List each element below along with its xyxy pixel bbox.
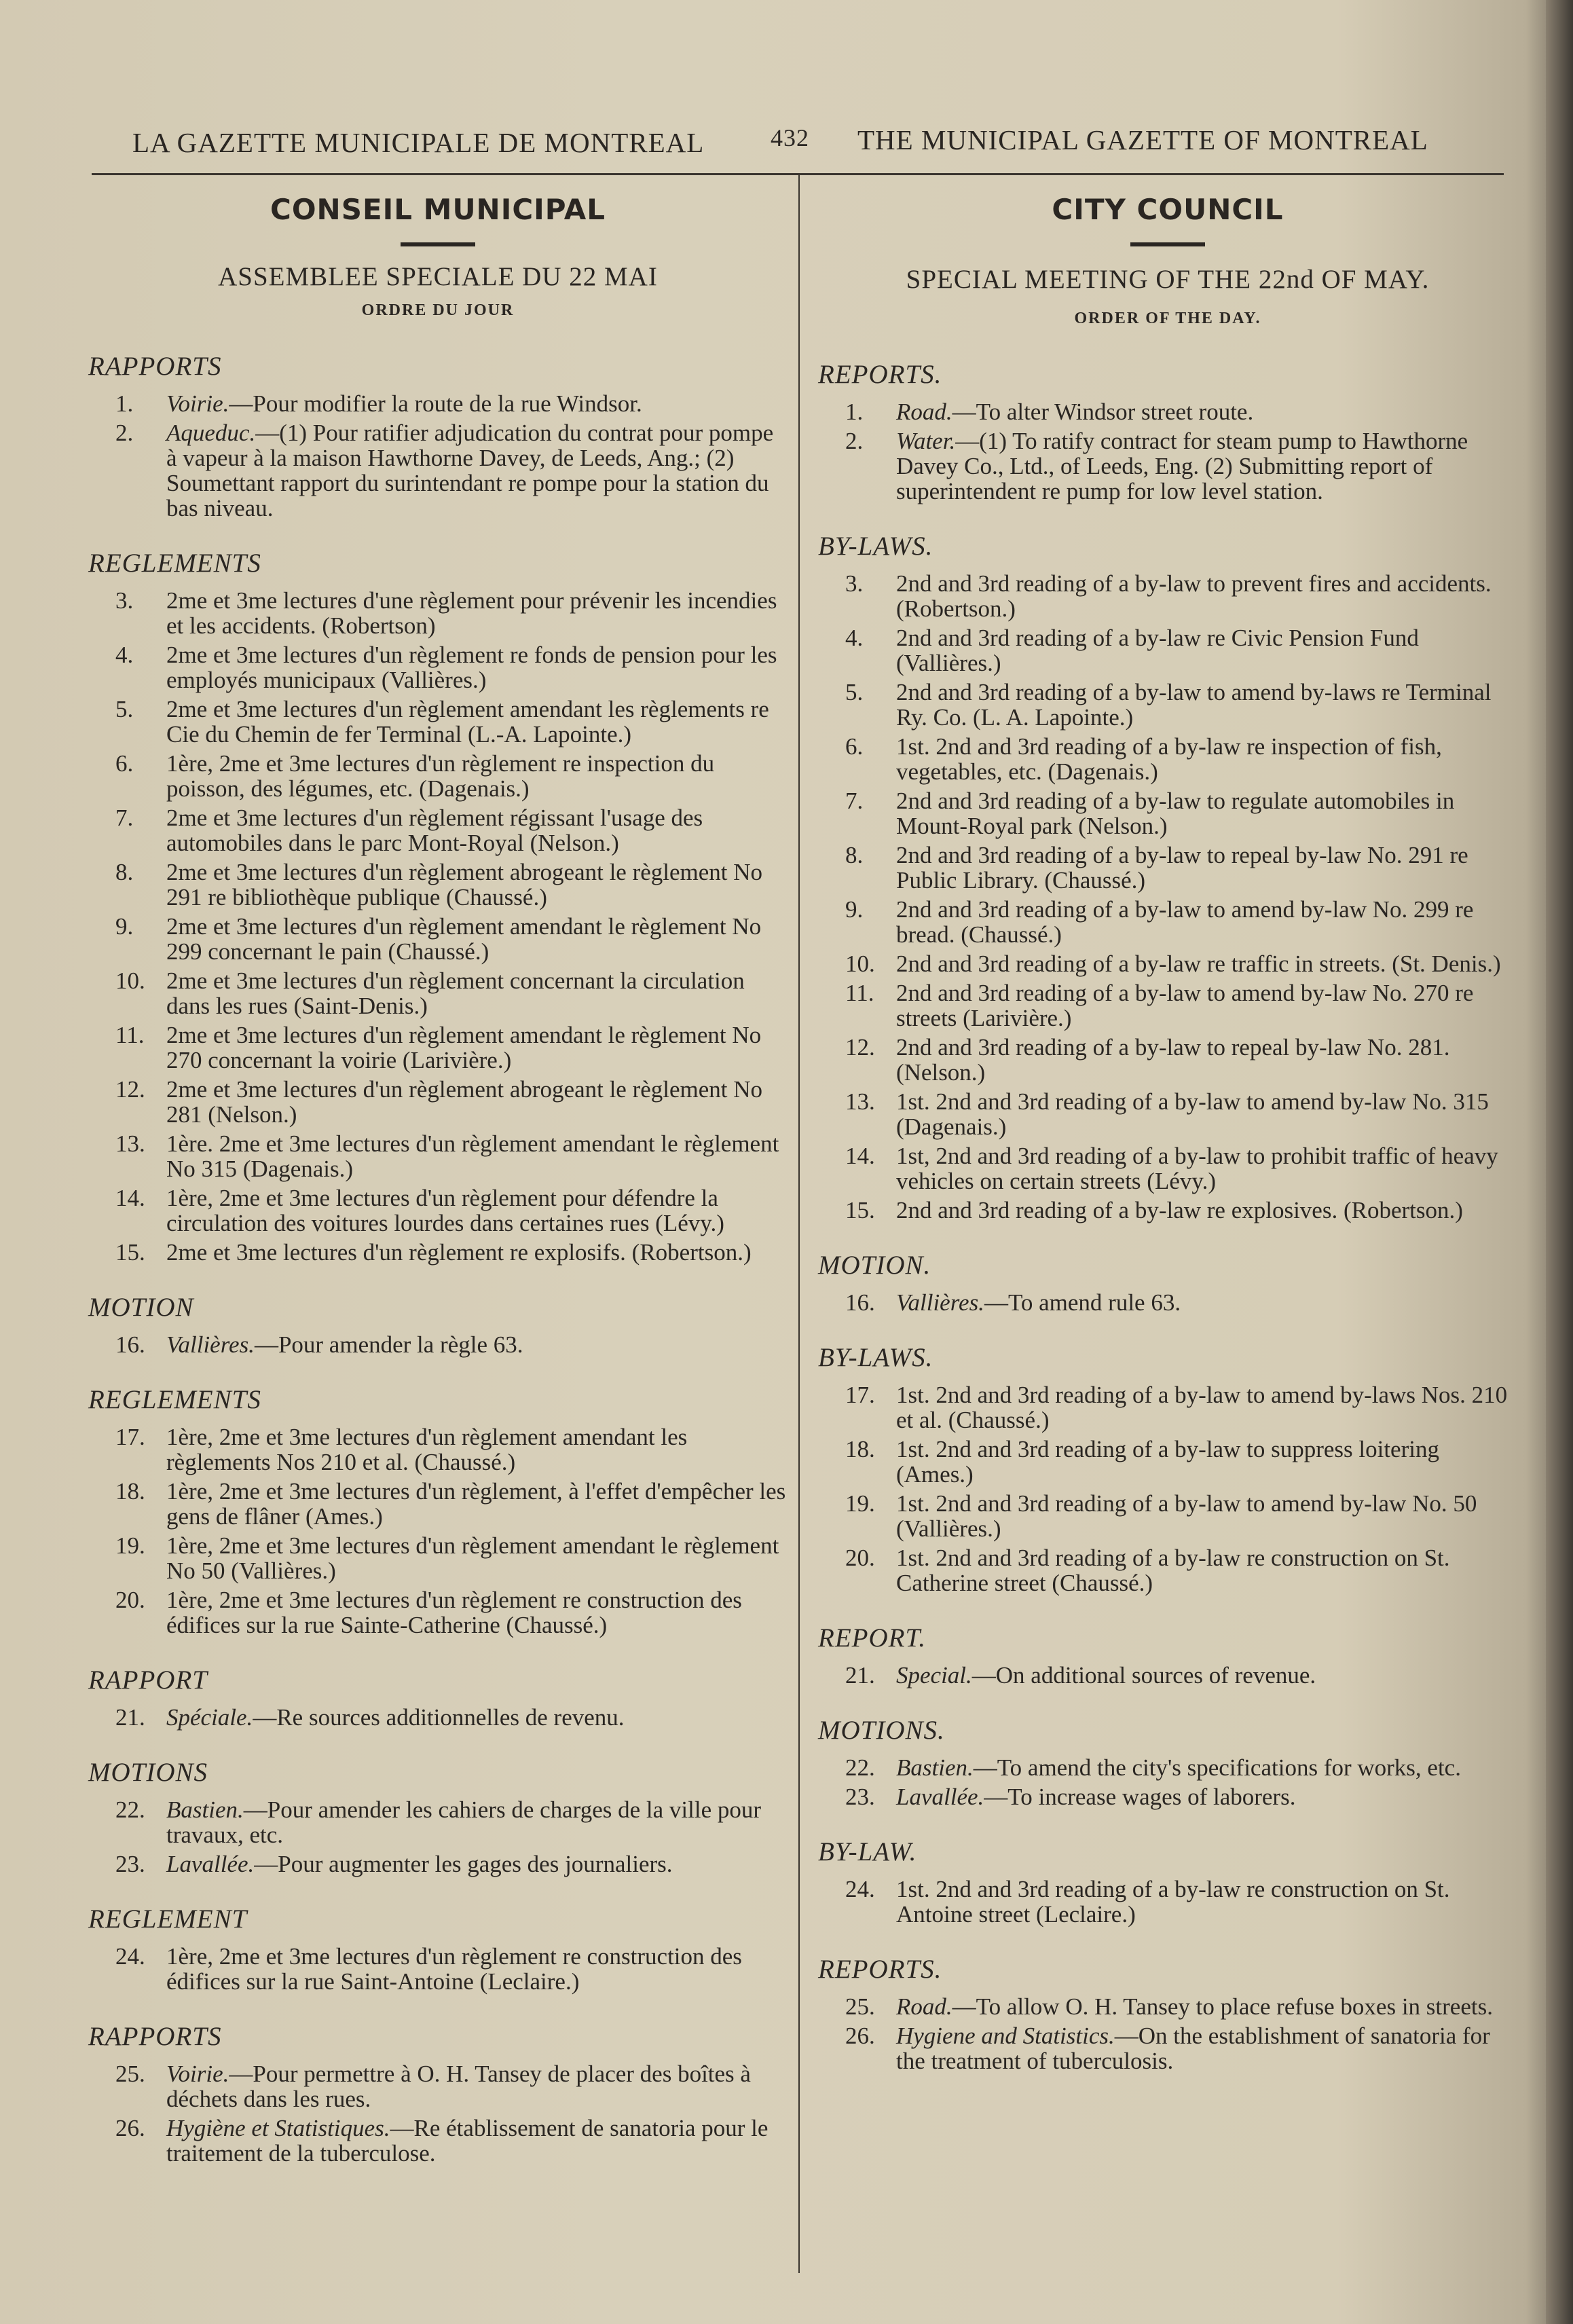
agenda-item bbox=[818, 571, 1517, 621]
item-text: —To amend rule 63. bbox=[984, 1289, 1181, 1316]
item-number: 1. bbox=[115, 390, 134, 417]
section-heading: REGLEMENTS bbox=[88, 1385, 261, 1414]
item-text: —Pour augmenter les gages des journaliers. bbox=[254, 1851, 673, 1877]
agenda-item bbox=[818, 1290, 1517, 1315]
agenda-item bbox=[88, 1022, 788, 1073]
section-heading: MOTION bbox=[88, 1293, 194, 1322]
agenda-item bbox=[818, 980, 1517, 1031]
agenda-item bbox=[88, 751, 788, 801]
agenda-item bbox=[818, 897, 1517, 947]
agenda-item bbox=[88, 1705, 788, 1730]
section-heading: REGLEMENTS bbox=[88, 549, 261, 578]
item-number: 11. bbox=[845, 980, 874, 1006]
item-number: 2. bbox=[115, 420, 134, 446]
item-text: 1st. 2nd and 3rd reading of a by-law to amend by-laws Nos. 210 et al. (Chaussé.) bbox=[896, 1382, 1508, 1433]
item-text: 1ère, 2me et 3me lectures d'un règlement pour défendre la circulation des voitures lourdes dans certaines rues (Lévy.) bbox=[166, 1185, 724, 1236]
item-number: 25. bbox=[845, 1993, 875, 2020]
agenda-item bbox=[818, 951, 1517, 976]
section-heading: BY-LAWS. bbox=[818, 1343, 933, 1372]
item-text: —(1) Pour ratifier adjudication du contrat pour pompe à vapeur à la maison Hawthorne Davey, de Leeds, Ang.; (2) Soumettant rapport du surintendant re pompe pour la station du bas niveau. bbox=[166, 420, 774, 521]
item-text: —(1) To ratify contract for steam pump to Hawthorne Davey Co., Ltd., of Leeds, Eng. (2) Submitting report of superintendent re pump for low level station. bbox=[896, 428, 1468, 504]
item-number: 18. bbox=[845, 1436, 875, 1462]
item-text: 1st. 2nd and 3rd reading of a by-law to amend by-law No. 50 (Vallières.) bbox=[896, 1490, 1477, 1542]
item-text: 2me et 3me lectures d'une règlement pour prévenir les incendies et les accidents. (Robertson) bbox=[166, 587, 777, 639]
item-number: 21. bbox=[115, 1704, 145, 1731]
item-text: 2nd and 3rd reading of a by-law to amend by-laws re Terminal Ry. Co. (L. A. Lapointe.) bbox=[896, 679, 1492, 731]
section-heading: RAPPORTS bbox=[88, 2022, 222, 2051]
item-number: 25. bbox=[115, 2061, 145, 2087]
item-keyword: Lavallée. bbox=[896, 1784, 984, 1810]
item-number: 22. bbox=[845, 1754, 875, 1781]
item-text: 1st. 2nd and 3rd reading of a by-law re construction on St. Antoine street (Leclaire.) bbox=[896, 1876, 1450, 1928]
page-number: 432 bbox=[771, 124, 809, 151]
agenda-item bbox=[88, 1797, 788, 1847]
item-text: —Pour permettre à O. H. Tansey de placer des boîtes à déchets dans les rues. bbox=[166, 2061, 751, 2112]
agenda-item bbox=[818, 1491, 1517, 1541]
item-keyword: Aqueduc. bbox=[166, 420, 256, 446]
column-title: CONSEIL MUNICIPAL bbox=[270, 193, 606, 226]
item-number: 16. bbox=[845, 1289, 875, 1316]
item-number: 22. bbox=[115, 1796, 145, 1823]
item-text: —On the establishment of sanatoria for the treatment of tuberculosis. bbox=[896, 2023, 1490, 2074]
agenda-item bbox=[88, 1424, 788, 1475]
item-text: 2nd and 3rd reading of a by-law to amend by-law No. 270 re streets (Larivière.) bbox=[896, 980, 1474, 1031]
agenda-item bbox=[818, 1784, 1517, 1809]
agenda-item bbox=[818, 1994, 1517, 2019]
item-text: 2me et 3me lectures d'un règlement amendant les règlements re Cie du Chemin de fer Terminal (L.-A. Lapointe.) bbox=[166, 696, 769, 748]
item-text: —Pour modifier la route de la rue Windsor. bbox=[229, 390, 642, 417]
item-number: 2. bbox=[845, 428, 864, 454]
item-number: 13. bbox=[845, 1088, 875, 1115]
item-number: 23. bbox=[845, 1784, 875, 1810]
item-number: 1. bbox=[845, 399, 864, 425]
agenda-item bbox=[88, 968, 788, 1018]
agenda-item bbox=[88, 2061, 788, 2111]
agenda-item bbox=[818, 2023, 1517, 2073]
item-number: 10. bbox=[845, 951, 875, 977]
item-keyword: Bastien. bbox=[896, 1754, 974, 1781]
item-number: 20. bbox=[115, 1587, 145, 1613]
item-number: 5. bbox=[115, 696, 134, 722]
item-text: 2me et 3me lectures d'un règlement amendant le règlement No 270 concernant la voirie (Larivière.) bbox=[166, 1022, 762, 1073]
item-number: 19. bbox=[115, 1532, 145, 1559]
agenda-item bbox=[88, 1533, 788, 1583]
item-text: 1ère, 2me et 3me lectures d'un règlement re inspection du poisson, des légumes, etc. (Dagenais.) bbox=[166, 750, 715, 802]
item-number: 16. bbox=[115, 1331, 145, 1358]
item-text: 2nd and 3rd reading of a by-law to repeal by-law No. 281. (Nelson.) bbox=[896, 1034, 1450, 1086]
title-rule bbox=[1130, 242, 1205, 246]
item-number: 26. bbox=[845, 2023, 875, 2049]
agenda-item bbox=[88, 914, 788, 964]
agenda-item bbox=[88, 1240, 788, 1265]
agenda-item bbox=[818, 1089, 1517, 1139]
item-keyword: Voirie. bbox=[166, 390, 229, 417]
agenda-item bbox=[88, 860, 788, 910]
item-keyword: Water. bbox=[896, 428, 956, 454]
item-text: 1st. 2nd and 3rd reading of a by-law re inspection of fish, vegetables, etc. (Dagenais.) bbox=[896, 733, 1442, 785]
item-number: 18. bbox=[115, 1478, 145, 1505]
agenda-item bbox=[818, 1143, 1517, 1194]
item-text: 2me et 3me lectures d'un règlement abrogeant le règlement No 291 re bibliothèque publique (Chaussé.) bbox=[166, 859, 763, 910]
item-text: —To alter Windsor street route. bbox=[952, 399, 1254, 425]
item-number: 14. bbox=[115, 1185, 145, 1211]
item-text: 2me et 3me lectures d'un règlement re explosifs. (Robertson.) bbox=[166, 1239, 752, 1266]
item-number: 26. bbox=[115, 2115, 145, 2141]
agenda-item bbox=[88, 588, 788, 638]
item-text: —To amend the city's specifications for works, etc. bbox=[973, 1754, 1461, 1781]
agenda-item bbox=[88, 1185, 788, 1236]
agenda-item bbox=[88, 1131, 788, 1181]
item-number: 4. bbox=[115, 642, 134, 668]
item-text: 1st. 2nd and 3rd reading of a by-law re construction on St. Catherine street (Chaussé.) bbox=[896, 1545, 1450, 1596]
item-text: 2me et 3me lectures d'un règlement concernant la circulation dans les rues (Saint-Denis.) bbox=[166, 967, 745, 1019]
item-number: 12. bbox=[845, 1034, 875, 1060]
item-number: 23. bbox=[115, 1851, 145, 1877]
agenda-item bbox=[88, 805, 788, 855]
item-number: 6. bbox=[845, 733, 864, 760]
item-number: 8. bbox=[845, 842, 864, 868]
agenda-item bbox=[818, 1663, 1517, 1688]
item-text: —Pour amender les cahiers de charges de la ville pour travaux, etc. bbox=[166, 1796, 762, 1848]
running-header bbox=[95, 121, 1494, 168]
item-number: 17. bbox=[845, 1382, 875, 1408]
item-text: —Pour amender la règle 63. bbox=[254, 1331, 523, 1358]
item-number: 3. bbox=[845, 570, 864, 597]
agenda-item bbox=[818, 1198, 1517, 1223]
item-number: 12. bbox=[115, 1076, 145, 1103]
section-heading: BY-LAW. bbox=[818, 1837, 917, 1866]
item-number: 15. bbox=[845, 1197, 875, 1223]
item-keyword: Hygiene and Statistics. bbox=[896, 2023, 1115, 2049]
section-heading: REPORTS. bbox=[818, 360, 942, 389]
item-text: —Re sources additionnelles de revenu. bbox=[253, 1704, 625, 1731]
item-text: 1ère, 2me et 3me lectures d'un règlement re construction des édifices sur la rue Sainte-Catherine (Chaussé.) bbox=[166, 1587, 742, 1638]
section-heading: REPORTS. bbox=[818, 1955, 942, 1984]
item-keyword: Lavallée. bbox=[166, 1851, 255, 1877]
order-of-day: ORDER OF THE DAY. bbox=[1074, 310, 1261, 327]
agenda-item bbox=[88, 1587, 788, 1638]
item-text: 1st, 2nd and 3rd reading of a by-law to prohibit traffic of heavy vehicles on certain streets (Lévy.) bbox=[896, 1143, 1498, 1194]
section-heading: MOTION. bbox=[818, 1251, 931, 1280]
item-keyword: Hygiène et Statistiques. bbox=[166, 2115, 390, 2141]
item-text: 2nd and 3rd reading of a by-law to prevent fires and accidents. (Robertson.) bbox=[896, 570, 1492, 622]
item-text: 2nd and 3rd reading of a by-law re Civic Pension Fund (Vallières.) bbox=[896, 625, 1419, 676]
item-text: 2nd and 3rd reading of a by-law re explosives. (Robertson.) bbox=[896, 1197, 1463, 1223]
section-heading: BY-LAWS. bbox=[818, 532, 933, 561]
item-text: 2me et 3me lectures d'un règlement abrogeant le règlement No 281 (Nelson.) bbox=[166, 1076, 763, 1128]
order-of-day: ORDRE DU JOUR bbox=[361, 301, 515, 319]
item-text: —To increase wages of laborers. bbox=[984, 1784, 1296, 1810]
item-keyword: Vallières. bbox=[896, 1289, 984, 1316]
agenda-item bbox=[818, 1035, 1517, 1085]
agenda-item bbox=[818, 625, 1517, 676]
item-number: 4. bbox=[845, 625, 864, 651]
item-number: 24. bbox=[115, 1943, 145, 1970]
meeting-subtitle: SPECIAL MEETING OF THE 22nd OF MAY. bbox=[906, 265, 1430, 294]
header-right: THE MUNICIPAL GAZETTE OF MONTREAL bbox=[857, 124, 1428, 155]
item-keyword: Road. bbox=[896, 1993, 952, 2020]
item-number: 6. bbox=[115, 750, 134, 777]
item-text: 1ère, 2me et 3me lectures d'un règlement re construction des édifices sur la rue Saint-Antoine (Leclaire.) bbox=[166, 1943, 742, 1995]
agenda-item bbox=[818, 1755, 1517, 1780]
item-number: 11. bbox=[115, 1022, 145, 1048]
item-number: 7. bbox=[115, 805, 134, 831]
item-text: 1ère. 2me et 3me lectures d'un règlement amendant le règlement No 315 (Dagenais.) bbox=[166, 1130, 779, 1182]
item-text: —On additional sources of revenue. bbox=[971, 1662, 1316, 1689]
item-text: 2me et 3me lectures d'un règlement amendant le règlement No 299 concernant le pain (Chaussé.) bbox=[166, 913, 762, 965]
item-text: 1st. 2nd and 3rd reading of a by-law to suppress loitering (Ames.) bbox=[896, 1436, 1439, 1488]
item-text: 2nd and 3rd reading of a by-law to regulate automobiles in Mount-Royal park (Nelson.) bbox=[896, 788, 1455, 839]
item-keyword: Road. bbox=[896, 399, 952, 425]
section-heading: MOTIONS. bbox=[818, 1716, 945, 1745]
section-heading: RAPPORT bbox=[88, 1665, 208, 1695]
section-heading: REGLEMENT bbox=[88, 1904, 248, 1934]
agenda-item bbox=[88, 1332, 788, 1357]
agenda-item bbox=[88, 420, 788, 521]
agenda-item bbox=[818, 680, 1517, 730]
item-number: 20. bbox=[845, 1545, 875, 1571]
french-column bbox=[88, 183, 788, 2170]
agenda-item bbox=[88, 1944, 788, 1994]
meeting-subtitle: ASSEMBLEE SPECIALE DU 22 MAI bbox=[218, 262, 658, 291]
column-divider bbox=[798, 175, 800, 2273]
section-heading: REPORT. bbox=[818, 1623, 927, 1653]
english-column bbox=[818, 183, 1517, 2078]
item-number: 9. bbox=[845, 896, 864, 923]
section-heading: RAPPORTS bbox=[88, 352, 222, 381]
item-number: 17. bbox=[115, 1424, 145, 1450]
item-text: 2me et 3me lectures d'un règlement régissant l'usage des automobiles dans le parc Mont-Royal (Nelson.) bbox=[166, 805, 703, 856]
header-left: LA GAZETTE MUNICIPALE DE MONTREAL bbox=[132, 127, 705, 158]
agenda-item bbox=[818, 788, 1517, 838]
item-number: 3. bbox=[115, 587, 134, 614]
column-title: CITY COUNCIL bbox=[1052, 193, 1284, 226]
item-text: —To allow O. H. Tansey to place refuse boxes in streets. bbox=[952, 1993, 1493, 2020]
agenda-item bbox=[818, 428, 1517, 504]
agenda-item bbox=[88, 642, 788, 693]
item-text: 1ère, 2me et 3me lectures d'un règlement amendant le règlement No 50 (Vallières.) bbox=[166, 1532, 779, 1584]
item-number: 7. bbox=[845, 788, 864, 814]
item-number: 9. bbox=[115, 913, 134, 940]
header-rule bbox=[92, 173, 1504, 175]
agenda-item bbox=[88, 697, 788, 747]
item-text: —Re établissement de sanatoria pour le traitement de la tuberculose. bbox=[166, 2115, 769, 2166]
item-keyword: Bastien. bbox=[166, 1796, 244, 1823]
item-keyword: Vallières. bbox=[166, 1331, 255, 1358]
item-text: 2nd and 3rd reading of a by-law to amend by-law No. 299 re bread. (Chaussé.) bbox=[896, 896, 1474, 948]
item-text: 2nd and 3rd reading of a by-law to repeal by-law No. 291 re Public Library. (Chaussé.) bbox=[896, 842, 1468, 893]
item-keyword: Voirie. bbox=[166, 2061, 229, 2087]
agenda-item bbox=[88, 1077, 788, 1127]
item-number: 15. bbox=[115, 1239, 145, 1266]
item-number: 21. bbox=[845, 1662, 875, 1689]
item-text: 2nd and 3rd reading of a by-law re traffic in streets. (St. Denis.) bbox=[896, 951, 1501, 977]
agenda-item bbox=[818, 843, 1517, 893]
item-number: 8. bbox=[115, 859, 134, 885]
item-keyword: Spéciale. bbox=[166, 1704, 253, 1731]
agenda-item bbox=[88, 1479, 788, 1529]
agenda-item bbox=[88, 391, 788, 416]
item-text: 1ère, 2me et 3me lectures d'un règlement amendant les règlements Nos 210 et al. (Chaussé.) bbox=[166, 1424, 688, 1475]
agenda-item bbox=[88, 2116, 788, 2166]
agenda-item bbox=[818, 1877, 1517, 1927]
item-text: 1st. 2nd and 3rd reading of a by-law to amend by-law No. 315 (Dagenais.) bbox=[896, 1088, 1489, 1140]
item-text: 2me et 3me lectures d'un règlement re fonds de pension pour les employés municipaux (Vallières.) bbox=[166, 642, 777, 693]
agenda-item bbox=[818, 1382, 1517, 1433]
agenda-item bbox=[818, 1437, 1517, 1487]
item-number: 19. bbox=[845, 1490, 875, 1517]
section-heading: MOTIONS bbox=[88, 1758, 208, 1787]
page-spine-shadow bbox=[1546, 0, 1573, 2324]
agenda-item bbox=[88, 1851, 788, 1877]
item-number: 10. bbox=[115, 967, 145, 994]
agenda-item bbox=[818, 734, 1517, 784]
title-rule bbox=[401, 242, 475, 246]
agenda-item bbox=[818, 1545, 1517, 1596]
item-number: 13. bbox=[115, 1130, 145, 1157]
item-number: 14. bbox=[845, 1143, 875, 1169]
agenda-item bbox=[818, 399, 1517, 424]
item-number: 5. bbox=[845, 679, 864, 705]
item-keyword: Special. bbox=[896, 1662, 972, 1689]
item-text: 1ère, 2me et 3me lectures d'un règlement, à l'effet d'empêcher les gens de flâner (Ames.) bbox=[166, 1478, 786, 1530]
item-number: 24. bbox=[845, 1876, 875, 1902]
